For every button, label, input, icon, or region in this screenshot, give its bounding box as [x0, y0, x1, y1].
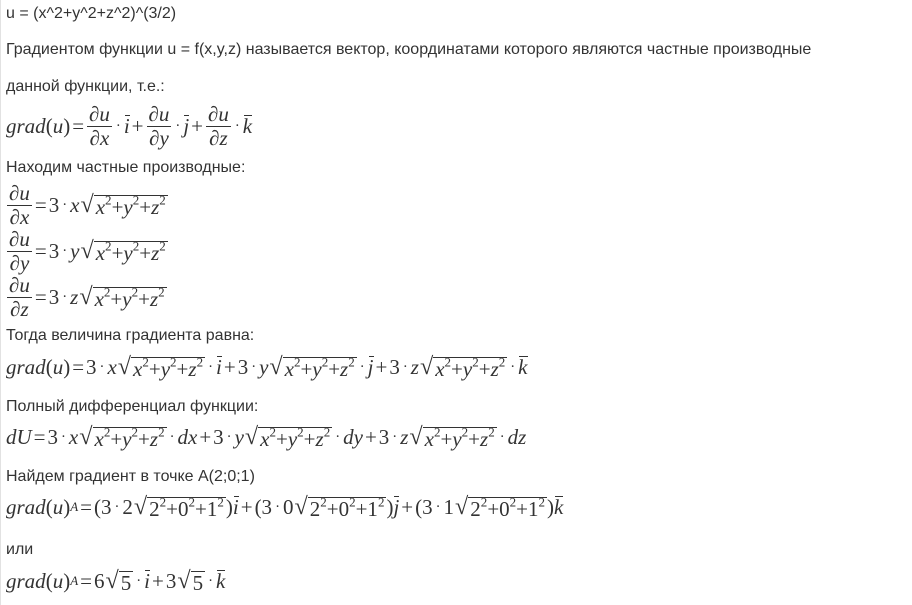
- gradient-magnitude-formula: grad ( u ) = 3 · x √ $x^2+y^2+z^2$ · i + 3 · y √ $x^2+y^2+z^2$ · j + 3 · z √ $x^2+y^2+z^2$ · k: [6, 353, 528, 381]
- partial-x-formula: $\frac{\partial u}{\partial x}$ = 3 · x √ $x^2+y^2+z^2$: [9, 181, 166, 229]
- partial-y-formula: $\frac{\partial u}{\partial y}$ = 3 · y √ $x^2+y^2+z^2$: [9, 227, 166, 275]
- function-definition: u = (x^2+y^2+z^2)^(3/2): [6, 5, 177, 22]
- gradient-definition-text-cont: данной функции, т.е.:: [6, 78, 165, 95]
- gradient-definition-text: Градиентом функции u = f(x,y,z) называется вектор, координатами которого являются частные производные: [6, 41, 812, 58]
- or-text: или: [6, 541, 34, 558]
- final-gradient-formula: grad ( u ) A = 6 √ 5 · i + 3 √ 5 · k: [6, 567, 226, 595]
- point-gradient-heading: Найдем градиент в точке A(2;0;1): [6, 468, 255, 485]
- partials-heading: Находим частные производные:: [6, 159, 246, 176]
- gradient-magnitude-heading: Тогда величина градиента равна:: [6, 327, 255, 344]
- partial-z-formula: $\frac{\partial u}{\partial z}$ = 3 · z √ $x^2+y^2+z^2$: [9, 273, 165, 321]
- point-gradient-formula: grad ( u ) A = (3 · 2 √ $2^2+0^2+1^2$ ) i + (3 · 0 √ $2^2+0^2+1^2$ ) j + (3 · 1 √ $2^2+0^2+1^2$ ) k: [6, 493, 564, 521]
- differential-formula: dU = 3 · x √ $x^2+y^2+z^2$ · dx + 3 · y √ $x^2+y^2+z^2$ · dy + 3 · z √ $x^2+y^2+z^2$ · dz: [6, 423, 527, 451]
- gradient-formula: grad ( u ) = $\frac{\partial u}{\partial x}$ · i + $\frac{\partial u}{\partial y}$ · j + $\frac{\partial u}{\partial z}$ · k: [6, 102, 253, 150]
- differential-heading: Полный дифференциал функции:: [6, 398, 259, 415]
